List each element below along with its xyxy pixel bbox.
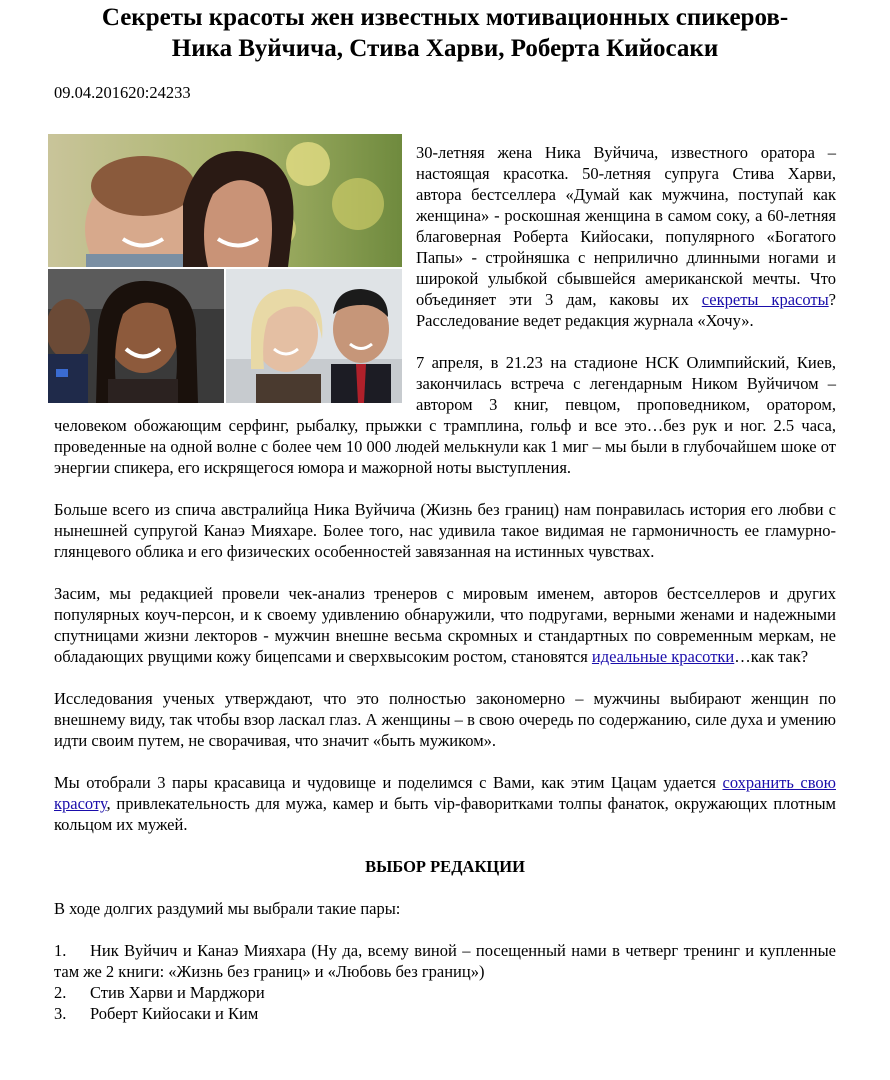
title-line-2: Ника Вуйчича, Стива Харви, Роберта Кийосаки xyxy=(171,35,719,62)
list-number: 2. xyxy=(54,983,67,1002)
photo-collage xyxy=(48,134,402,403)
section-heading-editors-choice: ВЫБОР РЕДАКЦИИ xyxy=(365,857,525,876)
link-secrets-of-beauty[interactable]: секреты красоты xyxy=(701,290,829,309)
paragraph-selected-pairs: Мы отобрали 3 пары красавица и чудовище и поделимся с Вами, как этим Цацам удается сохранить свою красоту, привлекательность для мужа, камер и быть vip-фаворитками толпы фанаток, окружающих плотным кольцом их мужей. xyxy=(54,773,836,834)
publish-date: 09.04.201620:24233 xyxy=(54,83,191,102)
photo-robert-kiyosaki-and-kim xyxy=(226,269,402,403)
photo-steve-harvey-and-marjorie xyxy=(48,269,224,403)
link-keep-your-beauty[interactable]: сохранить свою красоту xyxy=(54,773,836,813)
title-line-1: Секреты красоты жен известных мотивационных спикеров- xyxy=(101,4,789,31)
paragraph-love-story: Больше всего из спича австралийца Ника Вуйчича (Жизнь без границ) нам понравилась история его любви с нынешней супругой Канаэ Мияхаре. Более того, нас удивила такое видимая не гармоничность ее гламурно-глянцевого облика и его физических особенностей завязанная на истинных чувствах. xyxy=(54,500,836,561)
list-text-1: Ник Вуйчич и Канаэ Мияхара (Ну да, всему виной – посещенный нами в четверг тренинг и купленные там же 2 книги: «Жизнь без границ» и «Любовь без границ») xyxy=(54,941,836,981)
list-item xyxy=(54,982,836,1003)
list-number: 3. xyxy=(54,1004,67,1023)
list-text: Стив Харви и Марджори xyxy=(90,983,265,1002)
paragraph-research: Исследования ученых утверждают, что это полностью закономерно – мужчины выбирают женщин по внешнему виду, так чтобы взор ласкал глаз. А женщины – в свою очередь по содержанию, силе духа и умению идти своим путем, не сворачивая, что значит «быть мужиком». xyxy=(54,689,836,750)
list-number: 1. xyxy=(54,941,67,960)
pairs-list xyxy=(54,940,836,1024)
link-ideal-beauties[interactable]: идеальные красотки xyxy=(591,647,735,666)
list-item-1-wrap xyxy=(54,940,836,982)
paragraph-analysis: Засим, мы редакцией провели чек-анализ тренеров с мировым именем, авторов бестселлеров и других популярных коуч-персон, и к своему удивлению обнаружили, что подругами, верными женами и надежными спутницами жизни лекторов - мужчин внешне весьма скромных и стандартных по современным меркам, не обладающих рвущими кожу бицепсами и сверхвысоким ростом, становятся идеальные красотки…как так? xyxy=(54,584,836,666)
photo-nick-vujicic-and-kanae xyxy=(48,134,402,267)
article-body xyxy=(54,134,836,1024)
section-intro: В ходе долгих раздумий мы выбрали такие пары: xyxy=(54,899,401,918)
list-item xyxy=(54,1003,836,1024)
article-title xyxy=(54,0,836,64)
intro-paragraph: 30-летняя жена Ника Вуйчича, известного оратора – настоящая красотка. 50-летняя супруга Стива Харви, автора бестселлера «Думай как мужчина, поступай как женщина» - роскошная женщина в самом соку, а 60-летняя благоверная Роберта Кийосаки, популярного «Богатого Папы» - стройняшка с неприлично длинными ногами и широкой улыбкой сбывшейся американской мечты. Что объединяет эти 3 дам, каковы их секреты красоты? Расследование ведет редакция журнала «Хочу». xyxy=(416,143,836,330)
list-text: Роберт Кийосаки и Ким xyxy=(90,1004,259,1023)
paragraph-stadium-event: 7 апреля, в 21.23 на стадионе НСК Олимпийский, Киев, закончилась встреча с легендарным Ником Вуйчичом – автором 3 книг, певцом, проповедником, оратором, человеком обожающим серфинг, рыбалку, прыжки с трамплина, гольф и все это…без рук и ног. 2.5 часа, проведенные на одной волне с более чем 10 000 людей мелькнули как 1 миг – мы были в глубочайшем шоке от энергии спикера, его искрящегося юмора и мажорной ноты выступления. xyxy=(54,353,836,477)
